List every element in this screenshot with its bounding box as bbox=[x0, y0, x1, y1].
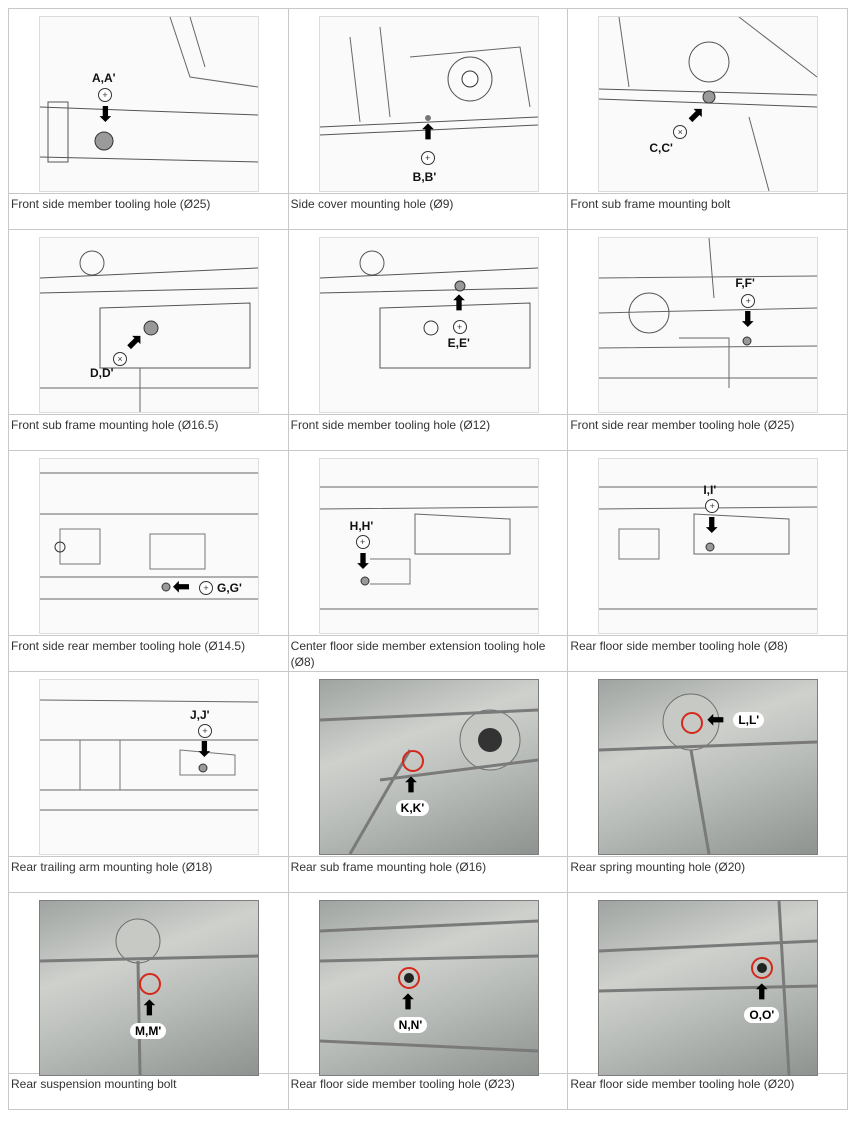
highlight-ring bbox=[398, 967, 420, 989]
label-n: N,N' bbox=[394, 1017, 428, 1033]
label-k: K,K' bbox=[396, 800, 430, 816]
caption-a: Front side member tooling hole (Ø25) bbox=[9, 194, 289, 230]
arrow-up-right-icon: ⬈ bbox=[687, 104, 705, 126]
cell-b bbox=[288, 9, 568, 194]
label-f: F,F' bbox=[735, 276, 755, 290]
cell-e bbox=[288, 230, 568, 415]
arrow-up-icon: ⬆ bbox=[450, 293, 468, 315]
arrow-up-icon: ⬆ bbox=[141, 998, 158, 1020]
photo-o bbox=[598, 900, 818, 1076]
crosshair-icon: + bbox=[705, 499, 719, 513]
arrow-down-icon: ⬇ bbox=[196, 739, 213, 761]
label-h: H,H' bbox=[349, 519, 374, 533]
photo-k bbox=[319, 679, 539, 855]
cell-h bbox=[288, 451, 568, 636]
photo-l bbox=[598, 679, 818, 855]
cell-l bbox=[568, 672, 848, 857]
crosshair-icon: + bbox=[453, 320, 467, 334]
crosshair-icon: + bbox=[356, 535, 370, 549]
arrow-down-icon: ⬇ bbox=[354, 551, 372, 573]
cell-d bbox=[9, 230, 289, 415]
rear-trailing-arm-drawing bbox=[40, 680, 258, 854]
caption-n: Rear floor side member tooling hole (Ø23) bbox=[288, 1074, 568, 1110]
label-d: D,D' bbox=[90, 366, 114, 380]
cell-i bbox=[568, 451, 848, 636]
label-b: B,B' bbox=[412, 170, 437, 184]
arrow-up-right-icon: ⬈ bbox=[126, 331, 143, 353]
diagram-h bbox=[319, 458, 539, 634]
diagram-j bbox=[39, 679, 259, 855]
highlight-ring bbox=[139, 973, 161, 995]
caption-o: Rear floor side member tooling hole (Ø20) bbox=[568, 1074, 848, 1110]
diagram-d bbox=[39, 237, 259, 413]
arrow-up-icon: ⬆ bbox=[402, 775, 420, 797]
cell-m bbox=[9, 893, 289, 1074]
arrow-up-icon: ⬆ bbox=[399, 992, 417, 1014]
label-c: C,C' bbox=[649, 141, 673, 155]
front-side-rear-member-drawing bbox=[599, 238, 817, 412]
front-sub-frame-drawing bbox=[599, 17, 817, 191]
label-o: O,O' bbox=[744, 1007, 779, 1023]
caption-d: Front sub frame mounting hole (Ø16.5) bbox=[9, 415, 289, 451]
crosshair-icon: + bbox=[199, 581, 213, 595]
diagram-c bbox=[598, 16, 818, 192]
cell-k bbox=[288, 672, 568, 857]
arrow-up-icon: ⬆ bbox=[753, 982, 771, 1004]
caption-g: Front side rear member tooling hole (Ø14.5) bbox=[9, 636, 289, 672]
caption-l: Rear spring mounting hole (Ø20) bbox=[568, 857, 848, 893]
cell-g bbox=[9, 451, 289, 636]
tooling-hole-table bbox=[8, 8, 848, 1110]
rear-floor-side-member-photo bbox=[320, 901, 538, 1075]
front-side-member-drawing bbox=[40, 17, 258, 191]
arrow-down-icon: ⬇ bbox=[739, 309, 757, 331]
arrow-up-icon: ⬆ bbox=[419, 122, 437, 144]
crosshair-icon: + bbox=[421, 151, 435, 165]
photo-n bbox=[319, 900, 539, 1076]
caption-b: Side cover mounting hole (Ø9) bbox=[288, 194, 568, 230]
front-sub-frame-mount-drawing bbox=[40, 238, 258, 412]
diagram-f bbox=[598, 237, 818, 413]
crosshair-icon: + bbox=[198, 724, 212, 738]
cell-f bbox=[568, 230, 848, 415]
crosshair-icon: + bbox=[741, 294, 755, 308]
diagram-a bbox=[39, 16, 259, 192]
caption-i: Rear floor side member tooling hole (Ø8) bbox=[568, 636, 848, 672]
label-l: L,L' bbox=[733, 712, 764, 728]
label-i: I,I' bbox=[703, 483, 717, 497]
caption-m: Rear suspension mounting bolt bbox=[9, 1074, 289, 1110]
label-a: A,A' bbox=[92, 71, 116, 85]
caption-j: Rear trailing arm mounting hole (Ø18) bbox=[9, 857, 289, 893]
caption-e: Front side member tooling hole (Ø12) bbox=[288, 415, 568, 451]
rear-sub-frame-photo bbox=[320, 680, 538, 854]
crosshair-icon: × bbox=[113, 352, 127, 366]
cell-c bbox=[568, 9, 848, 194]
photo-m bbox=[39, 900, 259, 1076]
label-j: J,J' bbox=[190, 708, 210, 722]
diagram-i bbox=[598, 458, 818, 634]
crosshair-icon: + bbox=[98, 88, 112, 102]
caption-f: Front side rear member tooling hole (Ø25) bbox=[568, 415, 848, 451]
arrow-down-icon: ⬇ bbox=[97, 104, 114, 126]
label-g: G,G' bbox=[217, 581, 242, 595]
cell-n bbox=[288, 893, 568, 1074]
caption-k: Rear sub frame mounting hole (Ø16) bbox=[288, 857, 568, 893]
label-e: E,E' bbox=[447, 336, 470, 350]
highlight-ring bbox=[402, 750, 424, 772]
label-m: M,M' bbox=[130, 1023, 166, 1039]
arrow-down-icon: ⬇ bbox=[703, 515, 721, 537]
center-floor-side-member-drawing bbox=[320, 459, 538, 633]
crosshair-icon: × bbox=[673, 125, 687, 139]
arrow-left-icon: ⬅ bbox=[707, 709, 725, 731]
arrow-left-icon: ⬅ bbox=[173, 576, 190, 598]
diagram-b bbox=[319, 16, 539, 192]
diagram-g bbox=[39, 458, 259, 634]
cell-j bbox=[9, 672, 289, 857]
cell-o bbox=[568, 893, 848, 1074]
caption-c: Front sub frame mounting bolt bbox=[568, 194, 848, 230]
caption-h: Center floor side member extension tooling hole (Ø8) bbox=[288, 636, 568, 672]
front-side-member-hole-drawing bbox=[320, 238, 538, 412]
front-side-rear-member-hole-drawing bbox=[40, 459, 258, 633]
rear-spring-photo bbox=[599, 680, 817, 854]
cell-a bbox=[9, 9, 289, 194]
rear-floor-side-member-photo-2 bbox=[599, 901, 817, 1075]
diagram-e bbox=[319, 237, 539, 413]
